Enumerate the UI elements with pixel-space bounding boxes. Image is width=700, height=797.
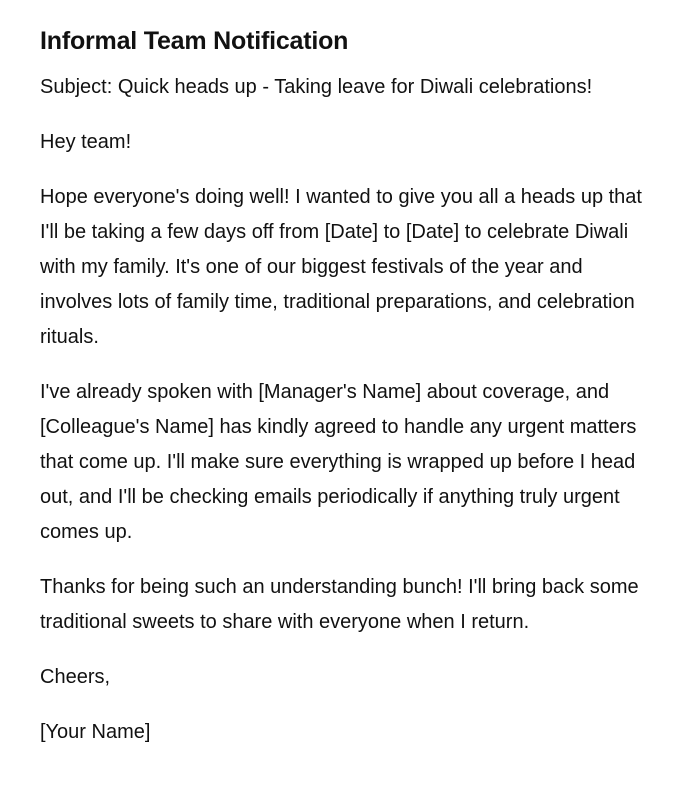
document-title: Informal Team Notification (40, 27, 349, 55)
body-paragraph-3: Thanks for being such an understanding bunch! I'll bring back some traditional sweets to share with everyone when I return. (40, 576, 639, 633)
body-paragraph-1: Hope everyone's doing well! I wanted to give you all a heads up that I'll be taking a few days off from [Date] to [Date] to celebrate Diwali with my family. It's one of our biggest festivals of the year and involves lots of family time, traditional preparations, and celebration rituals. (40, 186, 642, 348)
signature: [Your Name] (40, 721, 151, 743)
greeting: Hey team! (40, 131, 132, 153)
body-paragraph-2: I've already spoken with [Manager's Name] about coverage, and [Colleague's Name] has kindly agreed to handle any urgent matters that come up. I'll make sure everything is wrapped up before I head out, and I'll be checking emails periodically if anything truly urgent comes up. (40, 381, 637, 543)
subject-line: Subject: Quick heads up - Taking leave for Diwali celebrations! (40, 76, 593, 98)
closing: Cheers, (40, 666, 111, 688)
